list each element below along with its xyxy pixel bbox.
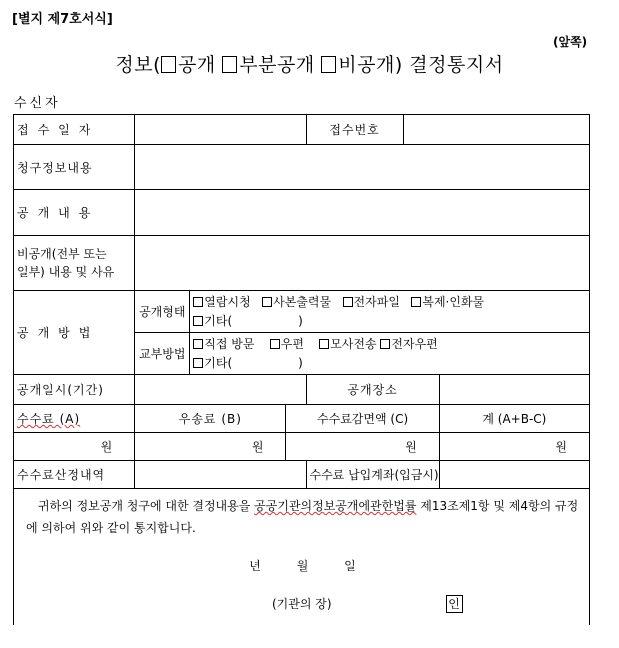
- notice-text-part1: 귀하의 정보공개 청구에 대한 결정내용을: [38, 499, 255, 513]
- disclosure-place-field[interactable]: [439, 375, 589, 405]
- checkbox-icon[interactable]: [270, 339, 280, 349]
- won-unit: 원: [555, 440, 567, 454]
- option-mail: 우편: [280, 336, 304, 351]
- title-suffix: 결정통지서: [409, 54, 504, 76]
- option-viewing: 열람시청: [204, 294, 251, 309]
- delivery-method-options: [190, 333, 590, 375]
- notice-text: [26, 495, 579, 539]
- title-option-nondisclose: 비공개): [338, 54, 403, 76]
- fee-account-field[interactable]: [439, 461, 589, 489]
- request-content-field[interactable]: [135, 145, 590, 190]
- won-unit: 원: [251, 440, 264, 454]
- checkbox-icon[interactable]: [193, 358, 203, 368]
- option-electronic-file: 전자파일: [353, 294, 400, 309]
- option-other-close: ): [298, 355, 303, 370]
- won-unit: 원: [405, 440, 417, 454]
- disclosure-content-field[interactable]: [135, 190, 590, 236]
- fee-label-text: 수수료 (A): [17, 412, 81, 426]
- disclosure-datetime-label: 공개일시(기간): [14, 375, 135, 405]
- title-option-partial: 부분공개: [239, 54, 315, 76]
- option-other-close: ): [298, 313, 303, 328]
- request-content-label: 청구정보내용: [14, 145, 135, 190]
- checkbox-icon[interactable]: [321, 56, 336, 73]
- fee-account-label: [306, 461, 439, 489]
- option-visit: 직접 방문: [204, 336, 255, 351]
- document-title: [0, 50, 619, 77]
- signature-line: [26, 593, 579, 615]
- disclosure-type-label: 공개형태: [135, 291, 190, 333]
- receipt-date-label: 접수일자: [14, 115, 135, 145]
- notice-section: [14, 489, 590, 625]
- receipt-number-label: 접수번호: [306, 115, 403, 145]
- postage-amount-field[interactable]: [135, 433, 286, 461]
- nondisclosure-reason-field[interactable]: [135, 236, 590, 291]
- won-unit: 원: [100, 440, 113, 454]
- disclosure-place-label: 공개장소: [306, 375, 439, 405]
- checkbox-icon[interactable]: [380, 339, 390, 349]
- receipt-date-field[interactable]: [135, 115, 306, 145]
- nondisclosure-label-line2: 일부) 내용 및 사유: [17, 265, 115, 279]
- option-printout: 사본출력물: [273, 294, 332, 309]
- decision-form-table: [13, 114, 590, 625]
- checkbox-icon[interactable]: [193, 297, 203, 307]
- nondisclosure-label-line1: 비공개(전부 또는: [17, 247, 107, 261]
- checkbox-icon[interactable]: [319, 339, 329, 349]
- delivery-method-label: 교부방법: [135, 333, 190, 375]
- option-copy-print: 복제·인화물: [422, 294, 485, 309]
- total-label: 계 (A+B-C): [439, 405, 589, 433]
- receipt-number-field[interactable]: [403, 115, 589, 145]
- disclosure-datetime-field[interactable]: [135, 375, 306, 405]
- fee-reduction-amount-field[interactable]: [286, 433, 439, 461]
- disclosure-content-label: 공개내용: [14, 190, 135, 236]
- month-label: 월: [296, 559, 309, 573]
- agency-head-label: (기관의 장): [272, 597, 332, 611]
- option-other: 기타(: [204, 313, 233, 328]
- nondisclosure-reason-label: [14, 236, 135, 291]
- fee-breakdown-field[interactable]: [135, 461, 306, 489]
- disclosure-method-label: 공개방법: [14, 291, 135, 375]
- fee-label: [14, 405, 135, 433]
- title-option-disclose: 공개: [178, 54, 216, 76]
- option-email: 전자우편: [391, 336, 438, 351]
- form-number-label: [별지 제7호서식]: [12, 12, 113, 27]
- postage-label: 우송료 (B): [135, 405, 286, 433]
- fee-account-label-text: 수수료 납입계좌(입금시): [309, 468, 439, 482]
- disclosure-type-options: [190, 291, 590, 333]
- option-fax: 모사전송: [330, 336, 377, 351]
- year-label: 년: [249, 559, 261, 573]
- checkbox-icon[interactable]: [193, 339, 203, 349]
- checkbox-icon[interactable]: [411, 297, 421, 307]
- checkbox-icon[interactable]: [193, 316, 203, 326]
- fee-reduction-label: 수수료감면액 (C): [286, 405, 439, 433]
- fee-breakdown-label: 수수료산정내역: [14, 461, 135, 489]
- notice-law-name: 공공기관의정보공개에관한법률: [254, 499, 417, 513]
- day-label: 일: [344, 559, 356, 573]
- seal-mark: 인: [446, 595, 463, 613]
- fee-amount-field[interactable]: [14, 433, 135, 461]
- checkbox-icon[interactable]: [343, 297, 353, 307]
- page-side-label: (앞쪽): [553, 35, 588, 49]
- recipient-label: 수신자: [14, 96, 61, 111]
- option-other: 기타(: [204, 355, 233, 370]
- date-line: [26, 555, 579, 577]
- notice-text-part2: 제13조제1항 및 제4항의 규정에 의하여 위와 같이 통지합니다.: [26, 499, 579, 535]
- checkbox-icon[interactable]: [222, 56, 237, 73]
- checkbox-icon[interactable]: [262, 297, 272, 307]
- title-prefix: 정보(: [115, 54, 162, 76]
- total-amount-field[interactable]: [439, 433, 589, 461]
- checkbox-icon[interactable]: [161, 56, 176, 73]
